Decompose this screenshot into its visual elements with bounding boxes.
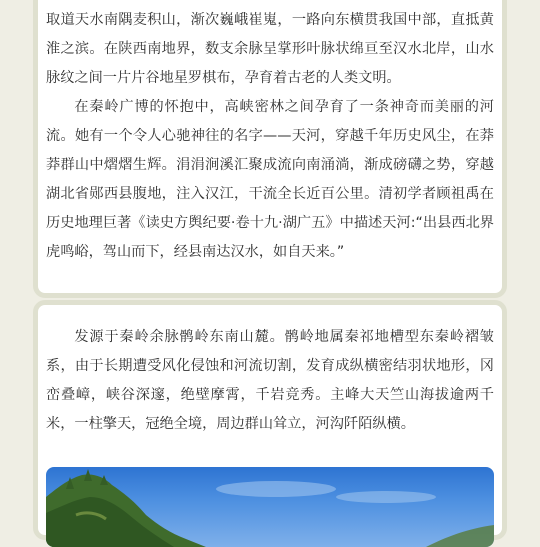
paragraph-1-tail: 取道天水南隅麦积山，渐次巍峨崔嵬，一路向东横贯我国中部，直抵黄淮之滨。在陕西南地界，数支余脉呈掌形叶脉状绵亘至汉水北岸，山水脉纹之间一片片谷地星罗棋布，孕育着古老的人类文明。	[46, 12, 494, 86]
article-card-1	[33, 0, 507, 298]
paragraph-2: 在秦岭广博的怀抱中，高峡密林之间孕育了一条神奇而美丽的河流。她有一个令人心驰神往的名字——天河，穿越千年历史风尘，在莽莽群山中熠熠生辉。涓涓涧溪汇聚成流向南涌淌，渐成磅礴之势，穿越湖北省郧西县腹地，注入汉江，干流全长近百公里。清初学者顾祖禹在历史地理巨著《读史方舆纪要·卷十九·湖广五》中描述天河:“出县西北界虎鸣峪，驾山而下，经县南达汉水，如自天来。”	[46, 99, 494, 260]
mountain-photo	[46, 467, 494, 547]
paragraph-3: 发源于秦岭余脉鹘岭东南山麓。鹘岭地属秦祁地槽型东秦岭褶皱系，由于长期遭受风化侵蚀和河流切割，发育成纵横密结羽状地形，冈峦叠嶂，峡谷深邃，绝壁摩霄，千岩竞秀。主峰大天竺山海拔逾两千米，一柱擎天，冠绝全境，周边群山耸立，河沟阡陌纵横。	[46, 329, 494, 432]
mountain-photo-drawing	[46, 467, 494, 547]
article-card-2	[33, 300, 507, 540]
